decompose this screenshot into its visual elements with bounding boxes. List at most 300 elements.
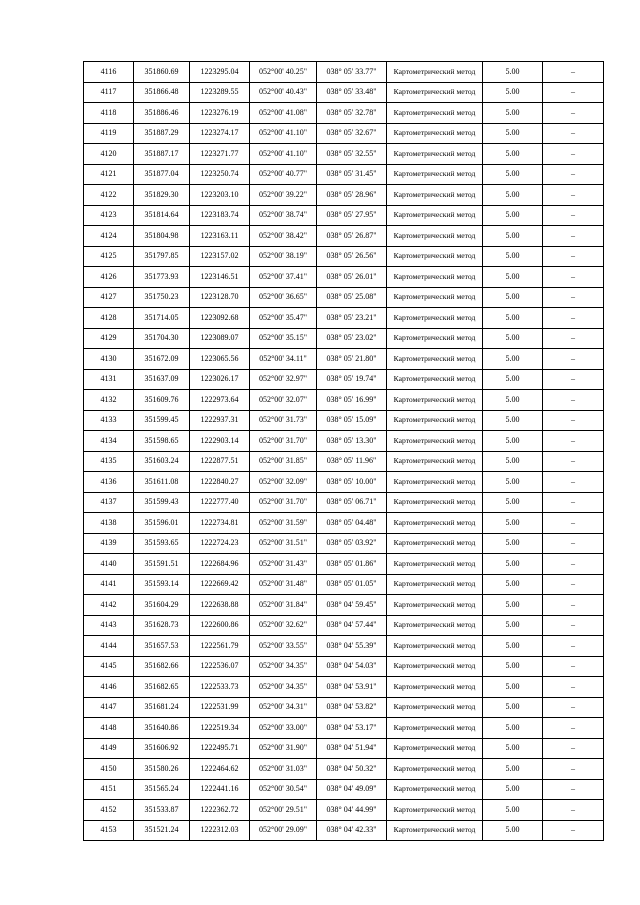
longitude-cell: 038° 05' 15.09" xyxy=(317,410,387,431)
table-row xyxy=(84,431,604,452)
table-row xyxy=(84,800,604,821)
latitude-cell: 052°00' 33.00" xyxy=(250,718,317,739)
x-coordinate-cell: 351887.29 xyxy=(134,123,190,144)
x-coordinate-cell: 351598.65 xyxy=(134,431,190,452)
longitude-cell: 038° 05' 01.86" xyxy=(317,554,387,575)
y-coordinate-cell: 1223163.11 xyxy=(190,226,250,247)
accuracy-cell: 5.00 xyxy=(483,328,543,349)
y-coordinate-cell: 1222877.51 xyxy=(190,451,250,472)
accuracy-cell: 5.00 xyxy=(483,82,543,103)
point-number-cell: 4138 xyxy=(84,513,134,534)
latitude-cell: 052°00' 35.47" xyxy=(250,308,317,329)
accuracy-cell: 5.00 xyxy=(483,185,543,206)
accuracy-cell: 5.00 xyxy=(483,369,543,390)
latitude-cell: 052°00' 33.55" xyxy=(250,636,317,657)
y-coordinate-cell: 1222684.96 xyxy=(190,554,250,575)
point-number-cell: 4122 xyxy=(84,185,134,206)
point-number-cell: 4132 xyxy=(84,390,134,411)
longitude-cell: 038° 05' 32.67" xyxy=(317,123,387,144)
point-number-cell: 4136 xyxy=(84,472,134,493)
note-cell: – xyxy=(543,492,604,513)
table-row xyxy=(84,595,604,616)
table-row xyxy=(84,62,604,83)
x-coordinate-cell: 351682.66 xyxy=(134,656,190,677)
y-coordinate-cell: 1223092.68 xyxy=(190,308,250,329)
longitude-cell: 038° 05' 26.87" xyxy=(317,226,387,247)
accuracy-cell: 5.00 xyxy=(483,205,543,226)
point-number-cell: 4129 xyxy=(84,328,134,349)
note-cell: – xyxy=(543,513,604,534)
accuracy-cell: 5.00 xyxy=(483,595,543,616)
y-coordinate-cell: 1222536.07 xyxy=(190,656,250,677)
y-coordinate-cell: 1223026.17 xyxy=(190,369,250,390)
latitude-cell: 052°00' 29.09" xyxy=(250,820,317,841)
note-cell: – xyxy=(543,287,604,308)
method-cell: Картометрический метод xyxy=(387,513,483,534)
note-cell: – xyxy=(543,656,604,677)
latitude-cell: 052°00' 31.70" xyxy=(250,492,317,513)
y-coordinate-cell: 1222724.23 xyxy=(190,533,250,554)
x-coordinate-cell: 351565.24 xyxy=(134,779,190,800)
point-number-cell: 4133 xyxy=(84,410,134,431)
y-coordinate-cell: 1222312.03 xyxy=(190,820,250,841)
x-coordinate-cell: 351814.64 xyxy=(134,205,190,226)
method-cell: Картометрический метод xyxy=(387,677,483,698)
x-coordinate-cell: 351750.23 xyxy=(134,287,190,308)
y-coordinate-cell: 1223065.56 xyxy=(190,349,250,370)
method-cell: Картометрический метод xyxy=(387,636,483,657)
longitude-cell: 038° 05' 32.55" xyxy=(317,144,387,165)
y-coordinate-cell: 1222519.34 xyxy=(190,718,250,739)
table-row xyxy=(84,697,604,718)
longitude-cell: 038° 05' 33.77" xyxy=(317,62,387,83)
y-coordinate-cell: 1223089.07 xyxy=(190,328,250,349)
x-coordinate-cell: 351591.51 xyxy=(134,554,190,575)
table-row xyxy=(84,718,604,739)
note-cell: – xyxy=(543,738,604,759)
method-cell: Картометрический метод xyxy=(387,451,483,472)
note-cell: – xyxy=(543,718,604,739)
table-row xyxy=(84,308,604,329)
longitude-cell: 038° 05' 03.92" xyxy=(317,533,387,554)
latitude-cell: 052°00' 30.54" xyxy=(250,779,317,800)
y-coordinate-cell: 1222937.31 xyxy=(190,410,250,431)
table-row xyxy=(84,759,604,780)
method-cell: Картометрический метод xyxy=(387,123,483,144)
accuracy-cell: 5.00 xyxy=(483,390,543,411)
table-row xyxy=(84,410,604,431)
latitude-cell: 052°00' 38.74" xyxy=(250,205,317,226)
latitude-cell: 052°00' 32.62" xyxy=(250,615,317,636)
method-cell: Картометрический метод xyxy=(387,308,483,329)
point-number-cell: 4117 xyxy=(84,82,134,103)
y-coordinate-cell: 1222638.88 xyxy=(190,595,250,616)
note-cell: – xyxy=(543,308,604,329)
x-coordinate-cell: 351877.04 xyxy=(134,164,190,185)
accuracy-cell: 5.00 xyxy=(483,308,543,329)
accuracy-cell: 5.00 xyxy=(483,164,543,185)
latitude-cell: 052°00' 32.09" xyxy=(250,472,317,493)
method-cell: Картометрический метод xyxy=(387,759,483,780)
longitude-cell: 038° 05' 13.30" xyxy=(317,431,387,452)
table-row xyxy=(84,820,604,841)
y-coordinate-cell: 1222362.72 xyxy=(190,800,250,821)
point-number-cell: 4135 xyxy=(84,451,134,472)
accuracy-cell: 5.00 xyxy=(483,103,543,124)
note-cell: – xyxy=(543,697,604,718)
method-cell: Картометрический метод xyxy=(387,718,483,739)
table-row xyxy=(84,123,604,144)
method-cell: Картометрический метод xyxy=(387,431,483,452)
latitude-cell: 052°00' 41.08" xyxy=(250,103,317,124)
point-number-cell: 4144 xyxy=(84,636,134,657)
note-cell: – xyxy=(543,246,604,267)
note-cell: – xyxy=(543,636,604,657)
y-coordinate-cell: 1222973.64 xyxy=(190,390,250,411)
method-cell: Картометрический метод xyxy=(387,82,483,103)
latitude-cell: 052°00' 35.15" xyxy=(250,328,317,349)
table-row xyxy=(84,554,604,575)
longitude-cell: 038° 05' 10.00" xyxy=(317,472,387,493)
note-cell: – xyxy=(543,410,604,431)
table-row xyxy=(84,656,604,677)
x-coordinate-cell: 351637.09 xyxy=(134,369,190,390)
method-cell: Картометрический метод xyxy=(387,205,483,226)
note-cell: – xyxy=(543,349,604,370)
note-cell: – xyxy=(543,759,604,780)
point-number-cell: 4150 xyxy=(84,759,134,780)
longitude-cell: 038° 04' 54.03" xyxy=(317,656,387,677)
latitude-cell: 052°00' 39.22" xyxy=(250,185,317,206)
latitude-cell: 052°00' 31.84" xyxy=(250,595,317,616)
method-cell: Картометрический метод xyxy=(387,267,483,288)
note-cell: – xyxy=(543,451,604,472)
x-coordinate-cell: 351599.43 xyxy=(134,492,190,513)
note-cell: – xyxy=(543,82,604,103)
note-cell: – xyxy=(543,615,604,636)
latitude-cell: 052°00' 31.90" xyxy=(250,738,317,759)
latitude-cell: 052°00' 34.35" xyxy=(250,677,317,698)
note-cell: – xyxy=(543,369,604,390)
longitude-cell: 038° 04' 55.39" xyxy=(317,636,387,657)
latitude-cell: 052°00' 31.73" xyxy=(250,410,317,431)
longitude-cell: 038° 05' 33.48" xyxy=(317,82,387,103)
method-cell: Картометрический метод xyxy=(387,595,483,616)
method-cell: Картометрический метод xyxy=(387,349,483,370)
table-row xyxy=(84,267,604,288)
point-number-cell: 4131 xyxy=(84,369,134,390)
latitude-cell: 052°00' 38.19" xyxy=(250,246,317,267)
latitude-cell: 052°00' 32.97" xyxy=(250,369,317,390)
longitude-cell: 038° 04' 51.94" xyxy=(317,738,387,759)
note-cell: – xyxy=(543,328,604,349)
note-cell: – xyxy=(543,390,604,411)
accuracy-cell: 5.00 xyxy=(483,492,543,513)
accuracy-cell: 5.00 xyxy=(483,759,543,780)
accuracy-cell: 5.00 xyxy=(483,349,543,370)
x-coordinate-cell: 351599.45 xyxy=(134,410,190,431)
x-coordinate-cell: 351681.24 xyxy=(134,697,190,718)
note-cell: – xyxy=(543,123,604,144)
x-coordinate-cell: 351606.92 xyxy=(134,738,190,759)
x-coordinate-cell: 351580.26 xyxy=(134,759,190,780)
latitude-cell: 052°00' 31.43" xyxy=(250,554,317,575)
accuracy-cell: 5.00 xyxy=(483,62,543,83)
coordinates-table xyxy=(83,61,604,841)
point-number-cell: 4143 xyxy=(84,615,134,636)
longitude-cell: 038° 05' 26.56" xyxy=(317,246,387,267)
point-number-cell: 4125 xyxy=(84,246,134,267)
table-row xyxy=(84,144,604,165)
latitude-cell: 052°00' 34.35" xyxy=(250,656,317,677)
note-cell: – xyxy=(543,267,604,288)
point-number-cell: 4124 xyxy=(84,226,134,247)
y-coordinate-cell: 1222495.71 xyxy=(190,738,250,759)
method-cell: Картометрический метод xyxy=(387,779,483,800)
y-coordinate-cell: 1222840.27 xyxy=(190,472,250,493)
latitude-cell: 052°00' 41.10" xyxy=(250,144,317,165)
method-cell: Картометрический метод xyxy=(387,554,483,575)
y-coordinate-cell: 1222441.16 xyxy=(190,779,250,800)
point-number-cell: 4128 xyxy=(84,308,134,329)
longitude-cell: 038° 05' 25.08" xyxy=(317,287,387,308)
latitude-cell: 052°00' 31.70" xyxy=(250,431,317,452)
point-number-cell: 4153 xyxy=(84,820,134,841)
longitude-cell: 038° 05' 19.74" xyxy=(317,369,387,390)
point-number-cell: 4123 xyxy=(84,205,134,226)
method-cell: Картометрический метод xyxy=(387,328,483,349)
point-number-cell: 4142 xyxy=(84,595,134,616)
accuracy-cell: 5.00 xyxy=(483,677,543,698)
method-cell: Картометрический метод xyxy=(387,410,483,431)
y-coordinate-cell: 1222777.40 xyxy=(190,492,250,513)
y-coordinate-cell: 1222903.14 xyxy=(190,431,250,452)
x-coordinate-cell: 351866.48 xyxy=(134,82,190,103)
x-coordinate-cell: 351773.93 xyxy=(134,267,190,288)
note-cell: – xyxy=(543,554,604,575)
y-coordinate-cell: 1223295.04 xyxy=(190,62,250,83)
longitude-cell: 038° 05' 01.05" xyxy=(317,574,387,595)
table-row xyxy=(84,451,604,472)
point-number-cell: 4134 xyxy=(84,431,134,452)
table-row xyxy=(84,492,604,513)
method-cell: Картометрический метод xyxy=(387,738,483,759)
latitude-cell: 052°00' 31.03" xyxy=(250,759,317,780)
latitude-cell: 052°00' 31.85" xyxy=(250,451,317,472)
x-coordinate-cell: 351887.17 xyxy=(134,144,190,165)
point-number-cell: 4145 xyxy=(84,656,134,677)
method-cell: Картометрический метод xyxy=(387,697,483,718)
method-cell: Картометрический метод xyxy=(387,574,483,595)
method-cell: Картометрический метод xyxy=(387,656,483,677)
longitude-cell: 038° 05' 31.45" xyxy=(317,164,387,185)
y-coordinate-cell: 1222464.62 xyxy=(190,759,250,780)
longitude-cell: 038° 04' 57.44" xyxy=(317,615,387,636)
method-cell: Картометрический метод xyxy=(387,820,483,841)
note-cell: – xyxy=(543,677,604,698)
y-coordinate-cell: 1222531.99 xyxy=(190,697,250,718)
y-coordinate-cell: 1222561.79 xyxy=(190,636,250,657)
note-cell: – xyxy=(543,800,604,821)
note-cell: – xyxy=(543,595,604,616)
latitude-cell: 052°00' 34.11" xyxy=(250,349,317,370)
method-cell: Картометрический метод xyxy=(387,185,483,206)
accuracy-cell: 5.00 xyxy=(483,226,543,247)
latitude-cell: 052°00' 31.48" xyxy=(250,574,317,595)
table-row xyxy=(84,677,604,698)
longitude-cell: 038° 04' 44.99" xyxy=(317,800,387,821)
table-row xyxy=(84,205,604,226)
longitude-cell: 038° 05' 11.96" xyxy=(317,451,387,472)
y-coordinate-cell: 1223203.10 xyxy=(190,185,250,206)
latitude-cell: 052°00' 40.77" xyxy=(250,164,317,185)
x-coordinate-cell: 351797.85 xyxy=(134,246,190,267)
x-coordinate-cell: 351682.65 xyxy=(134,677,190,698)
accuracy-cell: 5.00 xyxy=(483,123,543,144)
point-number-cell: 4140 xyxy=(84,554,134,575)
longitude-cell: 038° 05' 16.99" xyxy=(317,390,387,411)
table-row xyxy=(84,103,604,124)
point-number-cell: 4126 xyxy=(84,267,134,288)
method-cell: Картометрический метод xyxy=(387,615,483,636)
note-cell: – xyxy=(543,164,604,185)
accuracy-cell: 5.00 xyxy=(483,472,543,493)
latitude-cell: 052°00' 29.51" xyxy=(250,800,317,821)
point-number-cell: 4149 xyxy=(84,738,134,759)
note-cell: – xyxy=(543,144,604,165)
note-cell: – xyxy=(543,472,604,493)
longitude-cell: 038° 04' 49.09" xyxy=(317,779,387,800)
method-cell: Картометрический метод xyxy=(387,287,483,308)
table-row xyxy=(84,738,604,759)
x-coordinate-cell: 351609.76 xyxy=(134,390,190,411)
x-coordinate-cell: 351628.73 xyxy=(134,615,190,636)
method-cell: Картометрический метод xyxy=(387,103,483,124)
x-coordinate-cell: 351593.14 xyxy=(134,574,190,595)
longitude-cell: 038° 04' 42.33" xyxy=(317,820,387,841)
method-cell: Картометрический метод xyxy=(387,164,483,185)
table-row xyxy=(84,390,604,411)
point-number-cell: 4121 xyxy=(84,164,134,185)
note-cell: – xyxy=(543,226,604,247)
x-coordinate-cell: 351672.09 xyxy=(134,349,190,370)
latitude-cell: 052°00' 36.65" xyxy=(250,287,317,308)
longitude-cell: 038° 05' 21.80" xyxy=(317,349,387,370)
accuracy-cell: 5.00 xyxy=(483,738,543,759)
table-row xyxy=(84,226,604,247)
longitude-cell: 038° 04' 53.91" xyxy=(317,677,387,698)
method-cell: Картометрический метод xyxy=(387,246,483,267)
point-number-cell: 4118 xyxy=(84,103,134,124)
method-cell: Картометрический метод xyxy=(387,144,483,165)
accuracy-cell: 5.00 xyxy=(483,410,543,431)
longitude-cell: 038° 04' 53.82" xyxy=(317,697,387,718)
point-number-cell: 4130 xyxy=(84,349,134,370)
method-cell: Картометрический метод xyxy=(387,369,483,390)
y-coordinate-cell: 1222734.81 xyxy=(190,513,250,534)
x-coordinate-cell: 351640.86 xyxy=(134,718,190,739)
table-row xyxy=(84,513,604,534)
x-coordinate-cell: 351657.53 xyxy=(134,636,190,657)
y-coordinate-cell: 1223128.70 xyxy=(190,287,250,308)
method-cell: Картометрический метод xyxy=(387,226,483,247)
table-row xyxy=(84,82,604,103)
method-cell: Картометрический метод xyxy=(387,492,483,513)
y-coordinate-cell: 1223146.51 xyxy=(190,267,250,288)
x-coordinate-cell: 351804.98 xyxy=(134,226,190,247)
accuracy-cell: 5.00 xyxy=(483,533,543,554)
method-cell: Картометрический метод xyxy=(387,472,483,493)
x-coordinate-cell: 351596.01 xyxy=(134,513,190,534)
method-cell: Картометрический метод xyxy=(387,390,483,411)
note-cell: – xyxy=(543,205,604,226)
coordinates-table-body xyxy=(84,62,604,841)
accuracy-cell: 5.00 xyxy=(483,636,543,657)
x-coordinate-cell: 351886.46 xyxy=(134,103,190,124)
longitude-cell: 038° 05' 28.96" xyxy=(317,185,387,206)
longitude-cell: 038° 05' 06.71" xyxy=(317,492,387,513)
accuracy-cell: 5.00 xyxy=(483,246,543,267)
point-number-cell: 4151 xyxy=(84,779,134,800)
table-row xyxy=(84,574,604,595)
accuracy-cell: 5.00 xyxy=(483,697,543,718)
accuracy-cell: 5.00 xyxy=(483,615,543,636)
y-coordinate-cell: 1223271.77 xyxy=(190,144,250,165)
accuracy-cell: 5.00 xyxy=(483,718,543,739)
accuracy-cell: 5.00 xyxy=(483,779,543,800)
longitude-cell: 038° 05' 32.78" xyxy=(317,103,387,124)
y-coordinate-cell: 1222669.42 xyxy=(190,574,250,595)
accuracy-cell: 5.00 xyxy=(483,800,543,821)
latitude-cell: 052°00' 41.10" xyxy=(250,123,317,144)
table-row xyxy=(84,164,604,185)
point-number-cell: 4137 xyxy=(84,492,134,513)
accuracy-cell: 5.00 xyxy=(483,451,543,472)
longitude-cell: 038° 05' 23.21" xyxy=(317,308,387,329)
table-row xyxy=(84,533,604,554)
note-cell: – xyxy=(543,779,604,800)
table-row xyxy=(84,246,604,267)
latitude-cell: 052°00' 31.59" xyxy=(250,513,317,534)
note-cell: – xyxy=(543,185,604,206)
accuracy-cell: 5.00 xyxy=(483,574,543,595)
x-coordinate-cell: 351521.24 xyxy=(134,820,190,841)
accuracy-cell: 5.00 xyxy=(483,513,543,534)
accuracy-cell: 5.00 xyxy=(483,144,543,165)
note-cell: – xyxy=(543,431,604,452)
point-number-cell: 4152 xyxy=(84,800,134,821)
point-number-cell: 4119 xyxy=(84,123,134,144)
longitude-cell: 038° 04' 50.32" xyxy=(317,759,387,780)
y-coordinate-cell: 1223250.74 xyxy=(190,164,250,185)
longitude-cell: 038° 05' 26.01" xyxy=(317,267,387,288)
note-cell: – xyxy=(543,533,604,554)
latitude-cell: 052°00' 40.25" xyxy=(250,62,317,83)
x-coordinate-cell: 351533.87 xyxy=(134,800,190,821)
table-row xyxy=(84,636,604,657)
x-coordinate-cell: 351603.24 xyxy=(134,451,190,472)
x-coordinate-cell: 351829.30 xyxy=(134,185,190,206)
y-coordinate-cell: 1223289.55 xyxy=(190,82,250,103)
y-coordinate-cell: 1223183.74 xyxy=(190,205,250,226)
x-coordinate-cell: 351593.65 xyxy=(134,533,190,554)
method-cell: Картометрический метод xyxy=(387,62,483,83)
longitude-cell: 038° 05' 04.48" xyxy=(317,513,387,534)
table-row xyxy=(84,472,604,493)
latitude-cell: 052°00' 37.41" xyxy=(250,267,317,288)
accuracy-cell: 5.00 xyxy=(483,656,543,677)
x-coordinate-cell: 351604.29 xyxy=(134,595,190,616)
